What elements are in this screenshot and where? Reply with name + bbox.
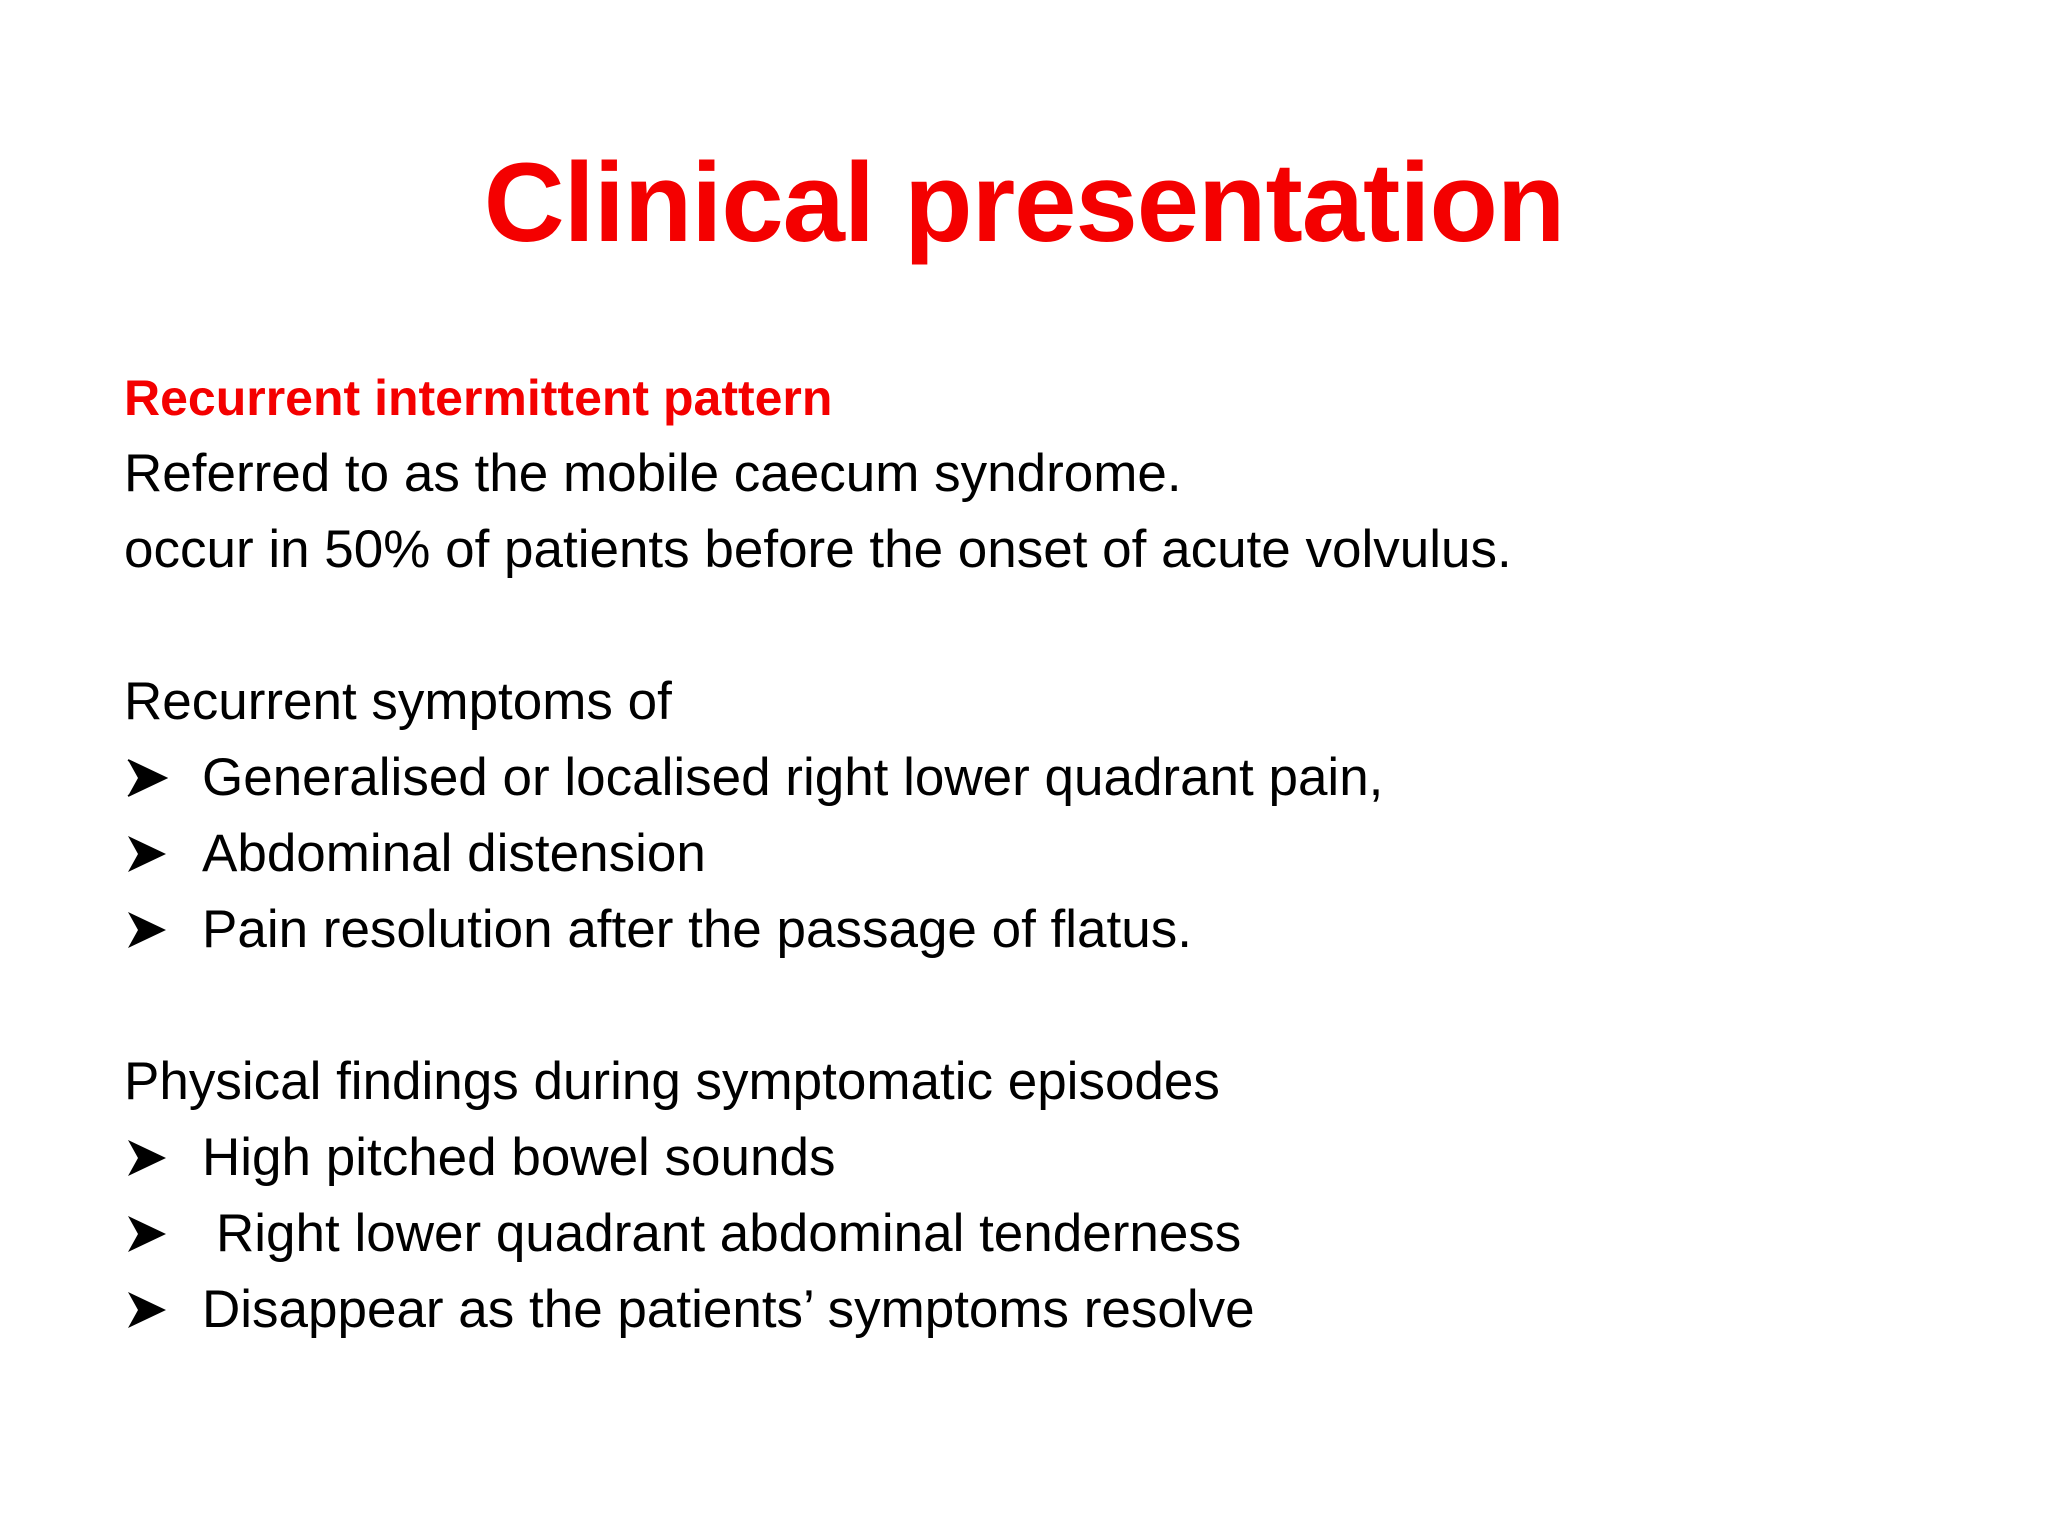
list-item-text: Generalised or localised right lower quadrant pain, — [202, 748, 1384, 807]
list-item — [124, 740, 1984, 816]
arrowhead-bullet-icon — [124, 1196, 202, 1272]
list-item — [124, 1272, 1984, 1348]
section-intro: Recurrent symptoms of — [124, 672, 672, 731]
spacer — [124, 588, 1984, 664]
body-line: occur in 50% of patients before the onset of acute volvulus. — [124, 520, 1512, 579]
arrowhead-bullet-icon — [124, 1272, 202, 1348]
list-item — [124, 1120, 1984, 1196]
list-item — [124, 1196, 1984, 1272]
list-item — [124, 892, 1984, 968]
list-item-text: Right lower quadrant abdominal tenderness — [216, 1204, 1242, 1263]
arrowhead-bullet-icon — [124, 816, 202, 892]
list-item-text: Pain resolution after the passage of flatus. — [202, 900, 1192, 959]
spacer — [124, 968, 1984, 1044]
arrowhead-bullet-icon — [124, 740, 202, 816]
section-heading: Recurrent intermittent pattern — [124, 370, 833, 426]
list-item-text: High pitched bowel sounds — [202, 1128, 836, 1187]
body-line: Referred to as the mobile caecum syndrome. — [124, 444, 1182, 503]
arrowhead-bullet-icon — [124, 1120, 202, 1196]
list-item-text: Disappear as the patients’ symptoms resolve — [202, 1280, 1255, 1339]
slide-body — [124, 360, 1984, 1348]
section-intro: Physical findings during symptomatic episodes — [124, 1052, 1220, 1111]
list-item-text: Abdominal distension — [202, 824, 706, 883]
slide-title: Clinical presentation — [483, 140, 1565, 265]
arrowhead-bullet-icon — [124, 892, 202, 968]
list-item — [124, 816, 1984, 892]
